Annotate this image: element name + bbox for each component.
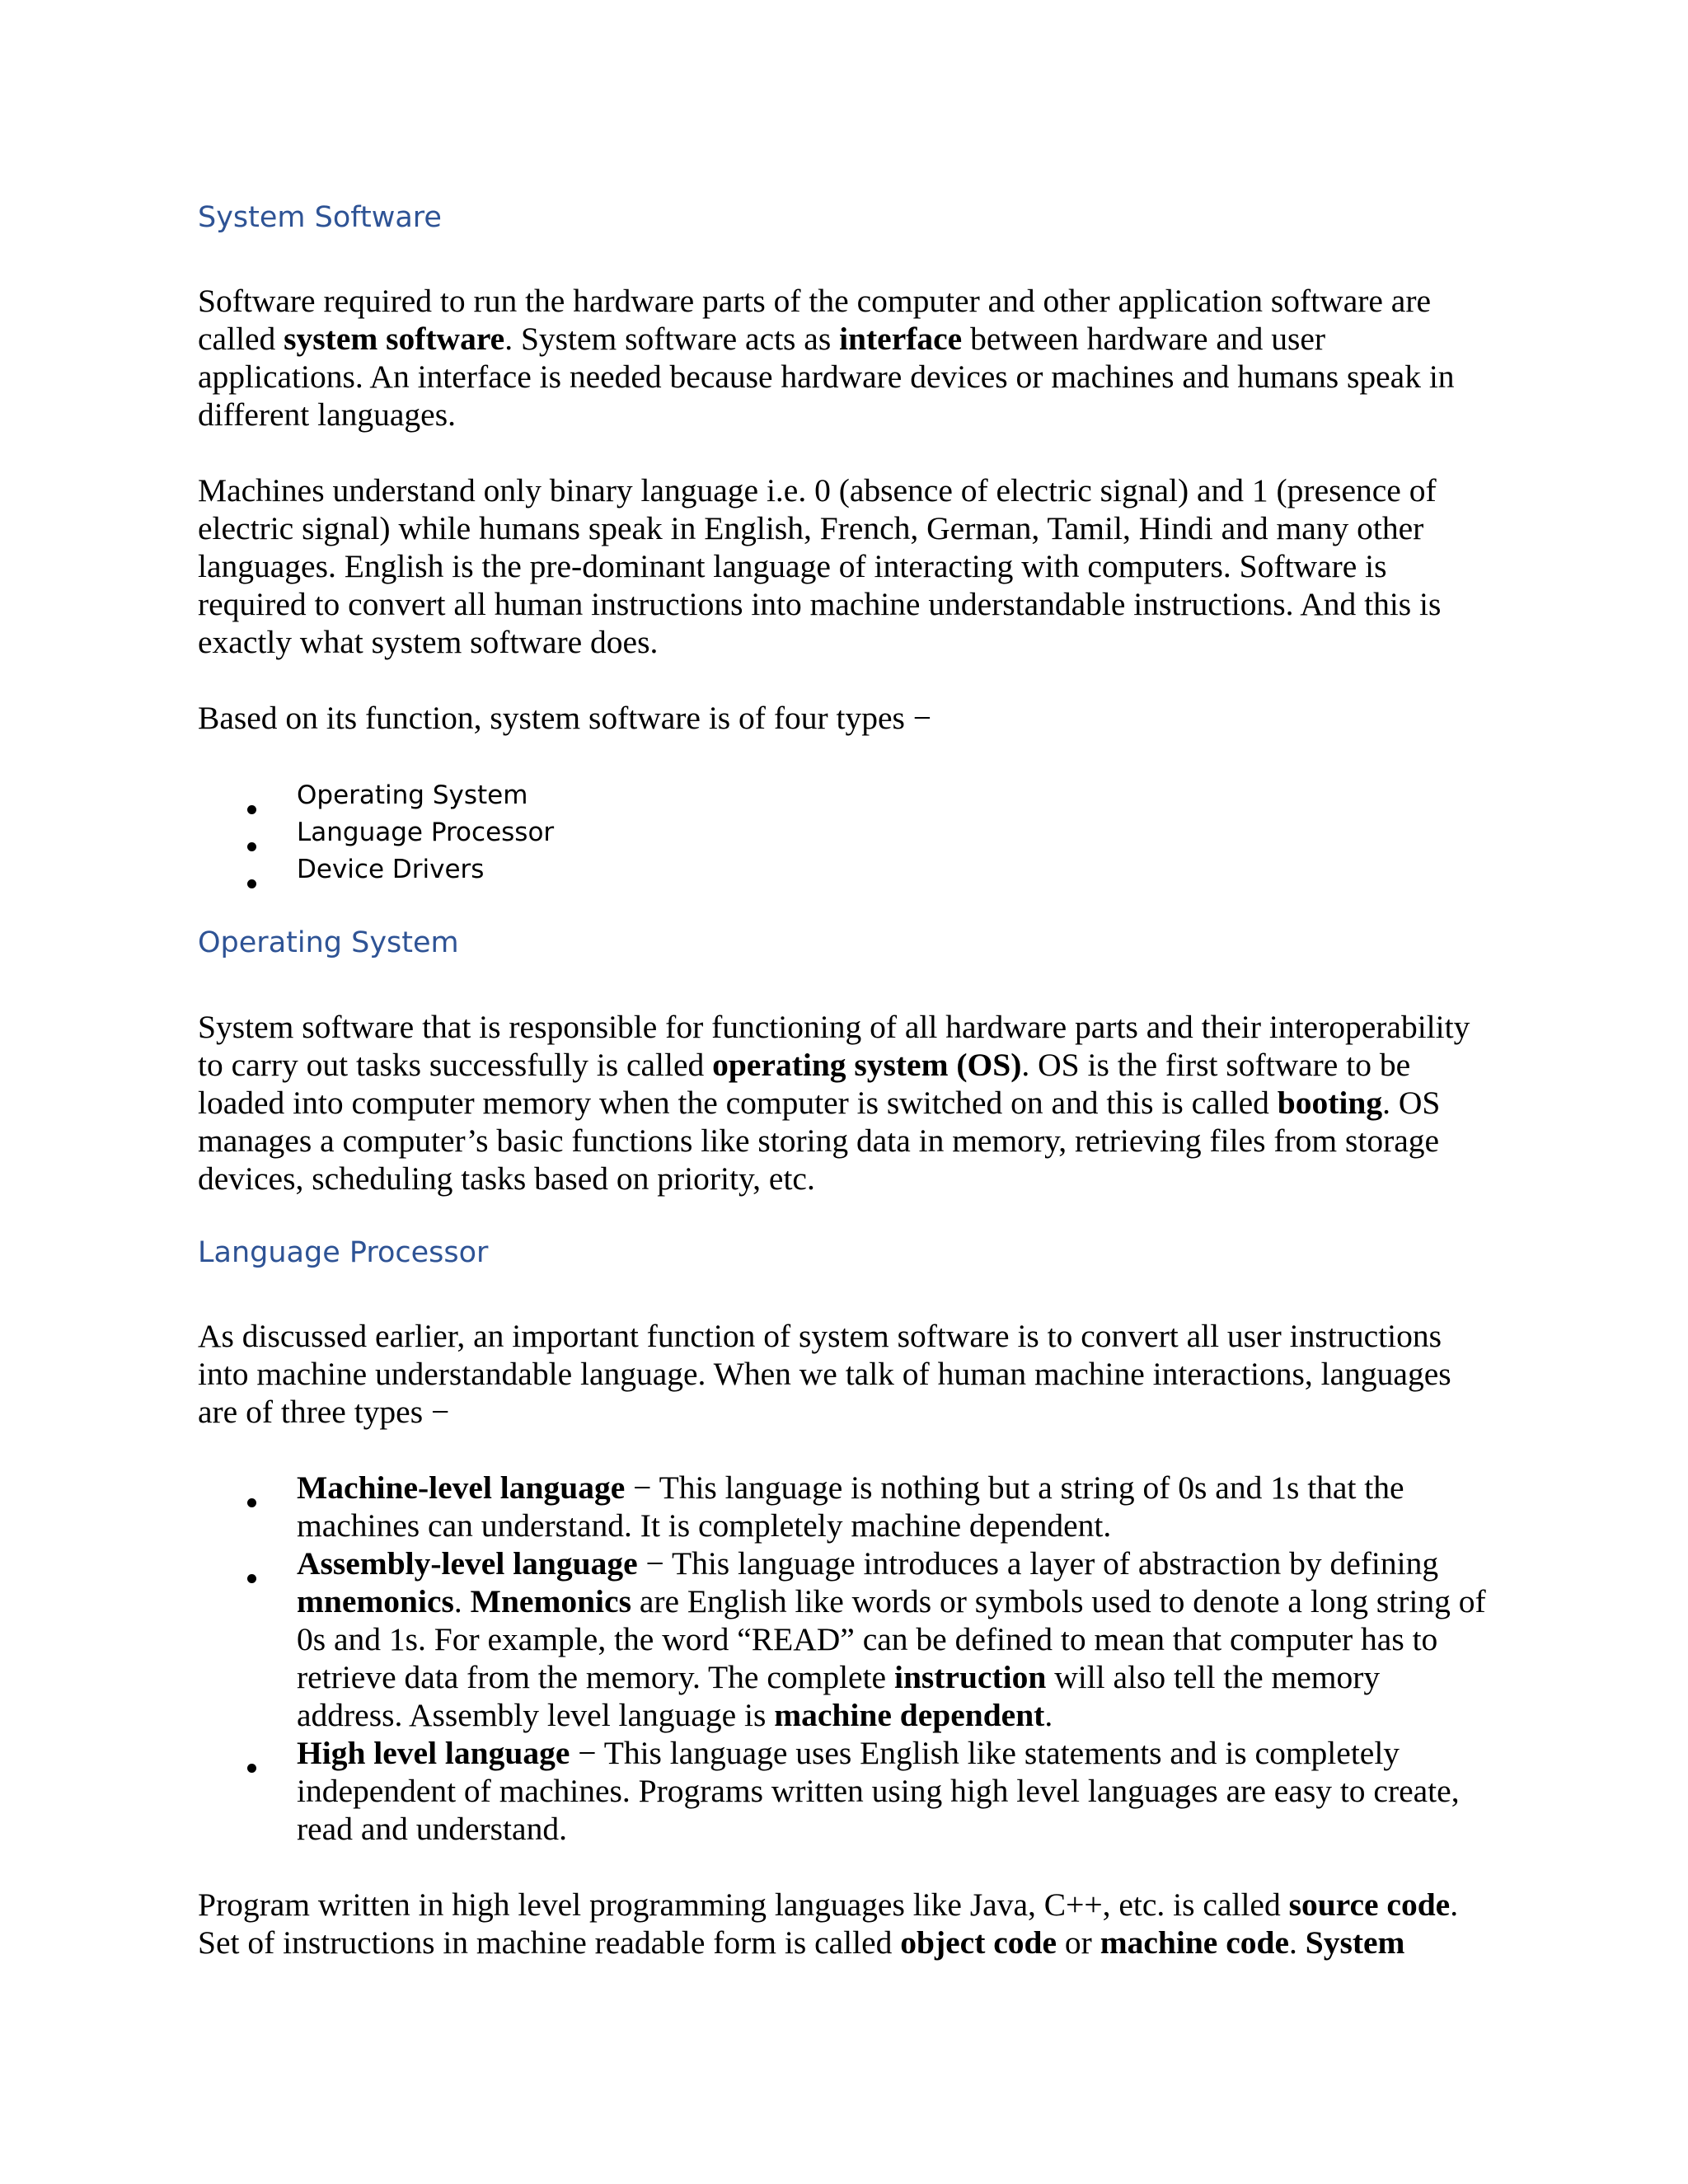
list-item: Language Processor [198, 814, 1488, 851]
heading-language-processor: Language Processor [198, 1236, 489, 1269]
system-software-types-list [198, 777, 1488, 888]
paragraph-operating-system: System software that is responsible for functioning of all hardware parts and their interoperability to carry out tasks successfully is called operating system (OS). OS is the first software to be loaded into computer memory when the computer is switched on and this is called booting. OS manages a computer’s basic functions like storing data in memory, retrieving files from storage devices, scheduling tasks based on priority, etc. [198, 1009, 1470, 1197]
bullet-icon [247, 1483, 256, 1521]
list-item: Device Drivers [198, 851, 1488, 888]
paragraph-binary-language: Machines understand only binary language i.e. 0 (absence of electric signal) and 1 (presence of electric signal) while humans speak in English, French, German, Tamil, Hindi and many other languages. English is the pre-dominant language of interacting with computers. Software is required to convert all human instructions into machine understandable instructions. And this is exactly what system software does. [198, 472, 1442, 660]
language-types-list [198, 1469, 1488, 1848]
paragraph-system-software-definition: Software required to run the hardware parts of the computer and other application software are called system software. System software acts as interface between hardware and user applications. An interface is needed because hardware devices or machines and humans speak in different languages. [198, 283, 1455, 433]
paragraph-language-processor: As discussed earlier, an important function of system software is to convert all user instructions into machine understandable language. When we talk of human machine interactions, languages are of three types − [198, 1318, 1451, 1430]
bullet-icon [247, 1559, 256, 1597]
list-item: Operating System [198, 777, 1488, 814]
bullet-icon [247, 1749, 256, 1787]
bullet-icon [247, 865, 256, 902]
paragraph-four-types: Based on its function, system software is of four types − [198, 700, 932, 736]
list-item-high-level: High level language − This language uses English like statements and is completely independent of machines. Programs written using high level languages are easy to create, read and understand. [198, 1734, 1488, 1848]
list-item-machine-level: Machine-level language − This language is nothing but a string of 0s and 1s that the machines can understand. It is completely machine dependent. [198, 1469, 1488, 1544]
list-item-assembly-level: Assembly-level language − This language introduces a layer of abstraction by defining mnemonics. Mnemonics are English like words or symbols used to denote a long string of 0s and 1s. For example, the word “READ” can be defined to mean that computer has to retrieve data from the memory. The complete instruction will also tell the memory address. Assembly level language is machine dependent. [198, 1544, 1488, 1734]
heading-system-software: System Software [198, 201, 442, 234]
heading-operating-system: Operating System [198, 926, 459, 959]
paragraph-source-code: Program written in high level programming languages like Java, C++, etc. is called source code. Set of instructions in machine readable form is called object code or machine code. System [198, 1886, 1459, 1961]
